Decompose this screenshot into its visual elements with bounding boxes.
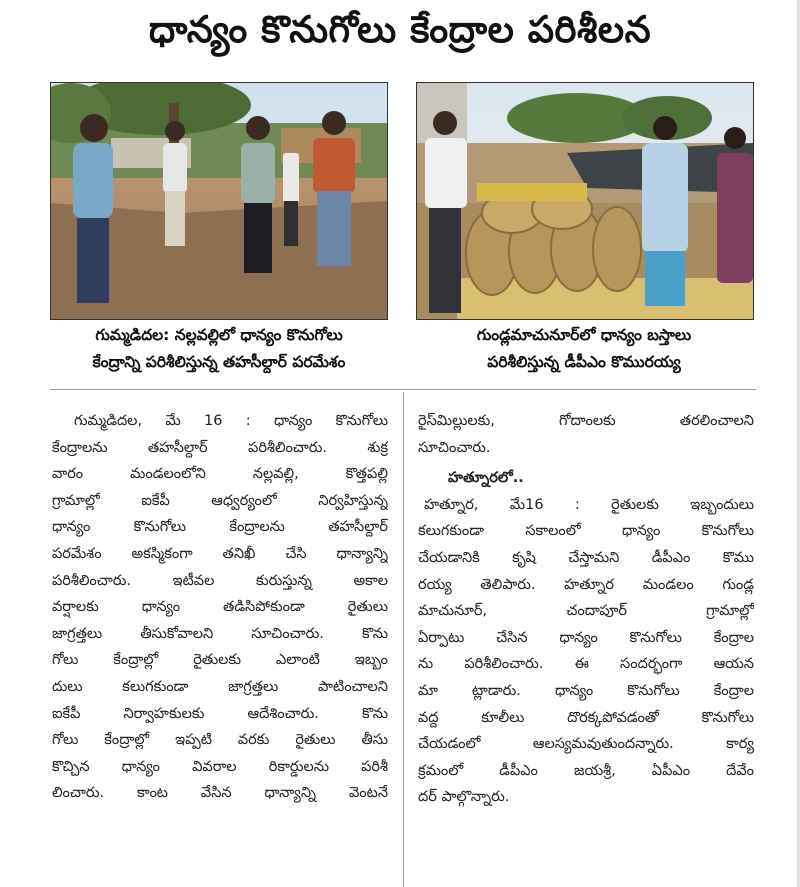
text-line: కలుగకుండా సకాలంలో ధాన్యం కొనుగోలు <box>418 523 754 540</box>
text-line: పరిశీలించారు. ఇటీవల కురుస్తున్న అకాల <box>52 572 388 589</box>
text-line: పరమేశం అకస్మికంగా తనిఖీ చేసి ధాన్యాన్ని <box>52 545 388 562</box>
text-line: కేంద్రాలను తహసీల్దార్ పరిశీలించారు. శుక్ర <box>52 439 388 456</box>
text-line: ను పరిశీలించారు. ఈ సందర్భంగా ఆయన <box>418 656 754 673</box>
column-divider <box>403 392 404 887</box>
caption-line: పరిశీలిస్తున్న డీపీఎం కొమురయ్య <box>487 353 681 371</box>
text-line: క్రమంలో డీపీఎం జయశ్రీ, ఏపీఎం దేవేం <box>418 762 754 779</box>
text-line: రైస్‌మిల్లులకు, గోదాంలకు తరలించాలని <box>418 413 754 429</box>
text-line: ఏర్పాటు చేసిన ధాన్యం కొనుగోలు కేంద్రాల <box>418 629 754 646</box>
text-line: గుమ్మడిదల, మే 16 : ధాన్యం కొనుగోలు <box>74 413 388 429</box>
caption-line: కేంద్రాన్ని పరిశీలిస్తున్న తహసీల్దార్ పరమేశం <box>92 353 346 371</box>
text-line: గోలు కేంద్రాల్లో రైతులకు ఎలాంటి ఇబ్బం <box>52 652 388 669</box>
text-line: వద్ద కూలీలు దొరక్కపోవడంతో కొనుగోలు <box>418 709 754 726</box>
text-line: గ్రామాల్లో ఐకేపీ ఆధ్వర్యంలో నిర్వహిస్తున్న <box>52 492 388 509</box>
text-line: ఐకేపీ నిర్వాహకులకు ఆదేశించారు. కొను <box>52 705 388 722</box>
text-line: మా ట్లాడారు. ధాన్యం కొనుగోలు కేంద్రాల <box>418 682 754 699</box>
article-right-column <box>418 408 754 811</box>
text-line: చేయడంలో ఆలస్యమవుతుందన్నారు. కార్య <box>418 736 754 753</box>
text-line: లించారు. కాంట వేసిన ధాన్యాన్ని వెంటనే <box>52 785 388 802</box>
headline: ధాన్యం కొనుగోలు కేంద్రాల పరిశీలన <box>148 8 652 51</box>
photo-right-image <box>417 83 753 319</box>
photo-left-image <box>51 83 387 319</box>
text-line: ధాన్యం కొనుగోలు కేంద్రాలను తహసీల్దార్ <box>52 519 388 536</box>
caption-line: గుమ్మడిదల: నల్లవల్లిలో ధాన్యం కొనుగోలు <box>95 326 343 344</box>
photo-right <box>416 82 754 320</box>
text-line: హత్నూర, మే16 : రైతులకు ఇబ్బందులు <box>424 496 754 513</box>
text-line: దులు కలుగకుండా జాగ్రత్తలు పాటించాలని <box>52 678 388 695</box>
text-line: దర్ పాల్గొన్నారు. <box>418 789 510 806</box>
text-line: మాచునూర్, చందాపూర్ గ్రామాల్లో <box>418 603 754 620</box>
text-line: వారం మండలంలోని నల్లవల్లి, కొత్తపల్లి <box>52 466 388 483</box>
photo-left-caption <box>50 322 388 376</box>
text-line: వర్షాలకు ధాన్యం తడిసిపోకుండా రైతులు <box>52 599 388 616</box>
text-line: కొచ్చిన ధాన్యం వివరాల రికార్డులను పరిశీ <box>52 758 388 775</box>
text-line: జాగ్రత్తలు తీసుకోవాలని సూచించారు. కొను <box>52 625 388 642</box>
photo-right-caption <box>414 322 754 376</box>
section-subhead: హత్నూరలో.. <box>448 470 524 487</box>
caption-line: గుండ్లమాచునూర్‌లో ధాన్యం బస్తాలు <box>476 326 692 344</box>
text-line: సూచించారు. <box>418 439 491 456</box>
text-line: చేయడానికి కృషి చేస్తామని డీపీఎం కొము <box>418 549 754 566</box>
section-divider <box>50 389 756 390</box>
article-left-column <box>52 408 388 807</box>
text-line: రయ్య తెలిపారు. హత్నూర మండలం గుండ్ల <box>418 576 754 593</box>
photo-left <box>50 82 388 320</box>
text-line: గోలు కేంద్రాల్లో ఇప్పటి వరకు రైతులు తీసు <box>52 732 388 749</box>
